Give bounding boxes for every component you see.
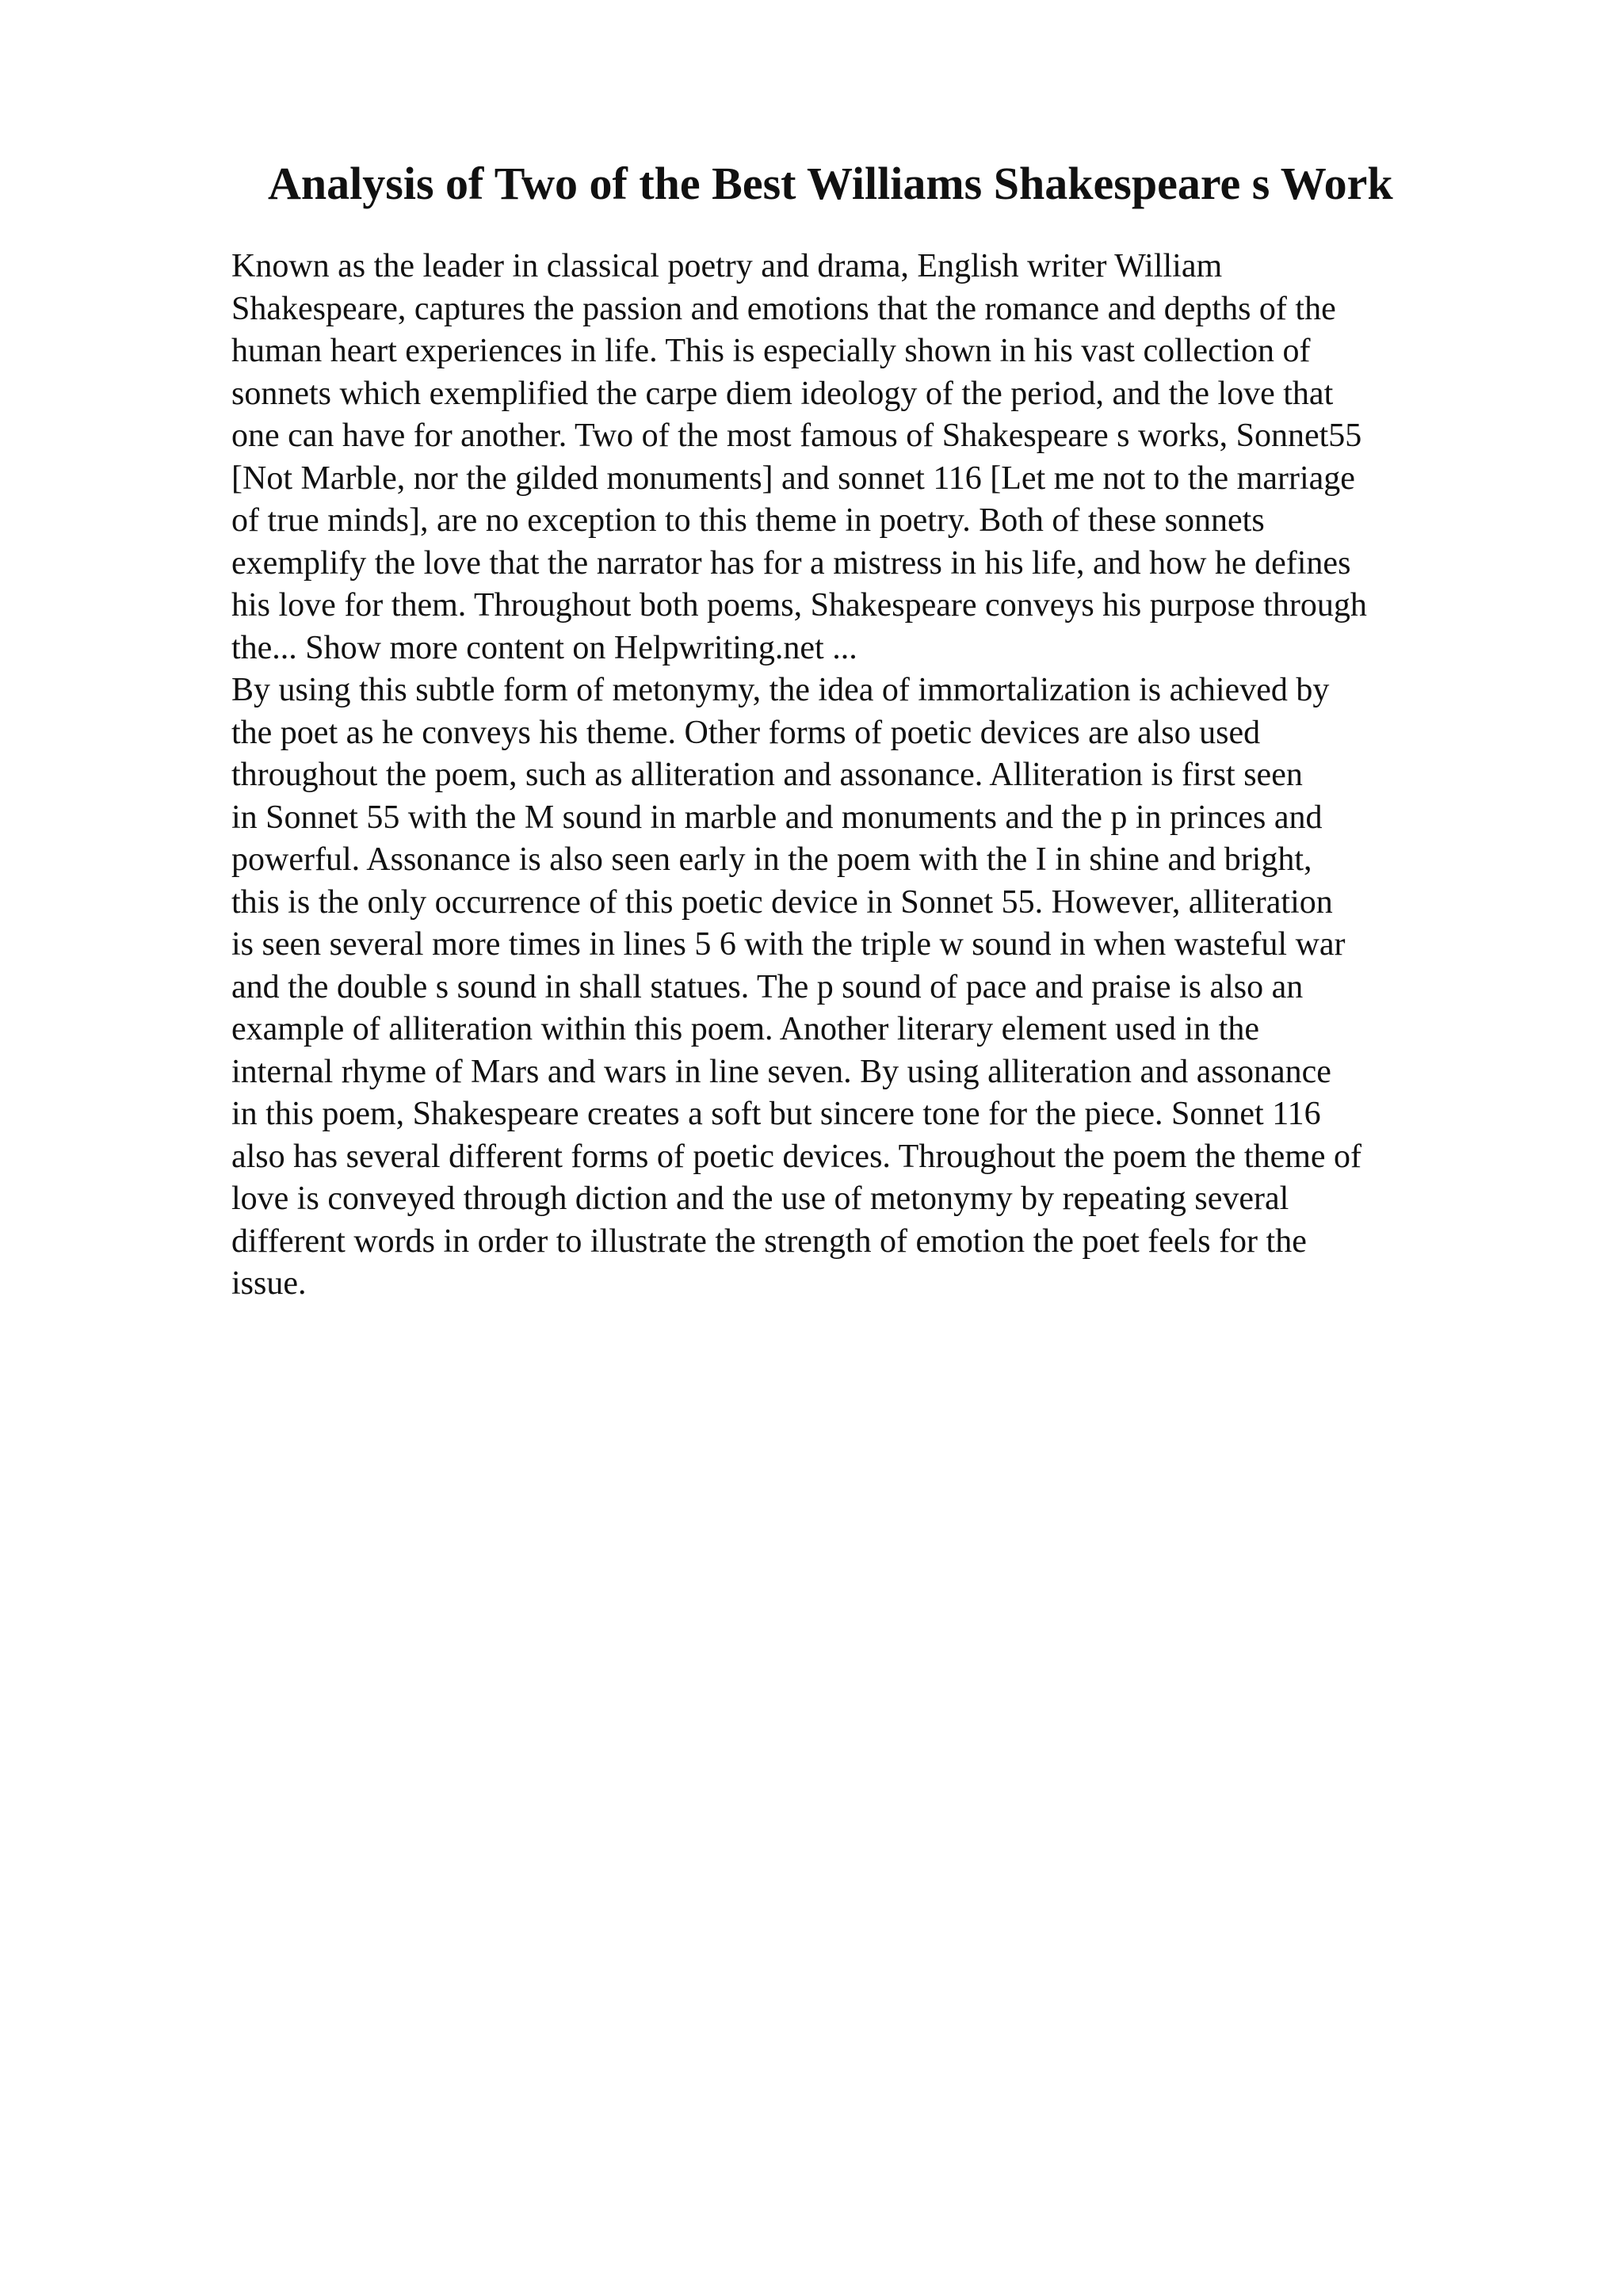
text-line: the... Show more content on Helpwriting.net ... xyxy=(231,629,857,666)
text-line: Shakespeare, captures the passion and emotions that the romance and depths of the xyxy=(231,290,1336,327)
text-line: is seen several more times in lines 5 6 with the triple w sound in when wasteful war xyxy=(231,926,1346,963)
text-line: different words in order to illustrate the strength of emotion the poet feels for the xyxy=(231,1222,1307,1260)
text-line: powerful. Assonance is also seen early in the poem with the I in shine and bright, xyxy=(231,841,1312,878)
paragraph-intro xyxy=(231,246,1515,669)
text-line: throughout the poem, such as alliteration and assonance. Alliteration is first seen xyxy=(231,757,1303,793)
text-line: sonnets which exemplified the carpe diem ideology of the period, and the love that xyxy=(231,375,1334,412)
text-line: and the double s sound in shall statues. The p sound of pace and praise is also an xyxy=(231,968,1304,1005)
text-line: internal rhyme of Mars and wars in line seven. By using alliteration and assonance xyxy=(231,1053,1331,1090)
document-body xyxy=(231,246,1515,1306)
page-title: Analysis of Two of the Best Williams Shakespeare s Work xyxy=(268,158,1393,209)
text-line: of true minds], are no exception to this theme in poetry. Both of these sonnets xyxy=(231,502,1265,539)
text-line: human heart experiences in life. This is especially shown in his vast collection of xyxy=(231,333,1311,369)
text-line: the poet as he conveys his theme. Other forms of poetic devices are also used xyxy=(231,714,1261,751)
text-line: [Not Marble, nor the gilded monuments] and sonnet 116 [Let me not to the marriage xyxy=(231,460,1355,497)
text-line: example of alliteration within this poem. Another literary element used in the xyxy=(231,1011,1259,1047)
text-line: issue. xyxy=(231,1265,307,1302)
text-line: also has several different forms of poetic devices. Throughout the poem the theme of xyxy=(231,1138,1362,1175)
text-line: this is the only occurrence of this poetic device in Sonnet 55. However, alliteration xyxy=(231,883,1333,921)
text-line: love is conveyed through diction and the use of metonymy by repeating several xyxy=(231,1180,1289,1217)
text-line: one can have for another. Two of the most famous of Shakespeare s works, Sonnet55 xyxy=(231,418,1362,454)
paragraph-analysis xyxy=(231,669,1515,1306)
text-line: his love for them. Throughout both poems, Shakespeare conveys his purpose through xyxy=(231,587,1367,624)
text-line: Known as the leader in classical poetry and drama, English writer William xyxy=(231,248,1223,284)
text-line: exemplify the love that the narrator has for a mistress in his life, and how he defines xyxy=(231,544,1351,582)
text-line: in Sonnet 55 with the M sound in marble and monuments and the p in princes and xyxy=(231,799,1323,836)
text-line: in this poem, Shakespeare creates a soft but sincere tone for the piece. Sonnet 116 xyxy=(231,1096,1321,1132)
text-line: By using this subtle form of metonymy, the idea of immortalization is achieved by xyxy=(231,672,1330,708)
